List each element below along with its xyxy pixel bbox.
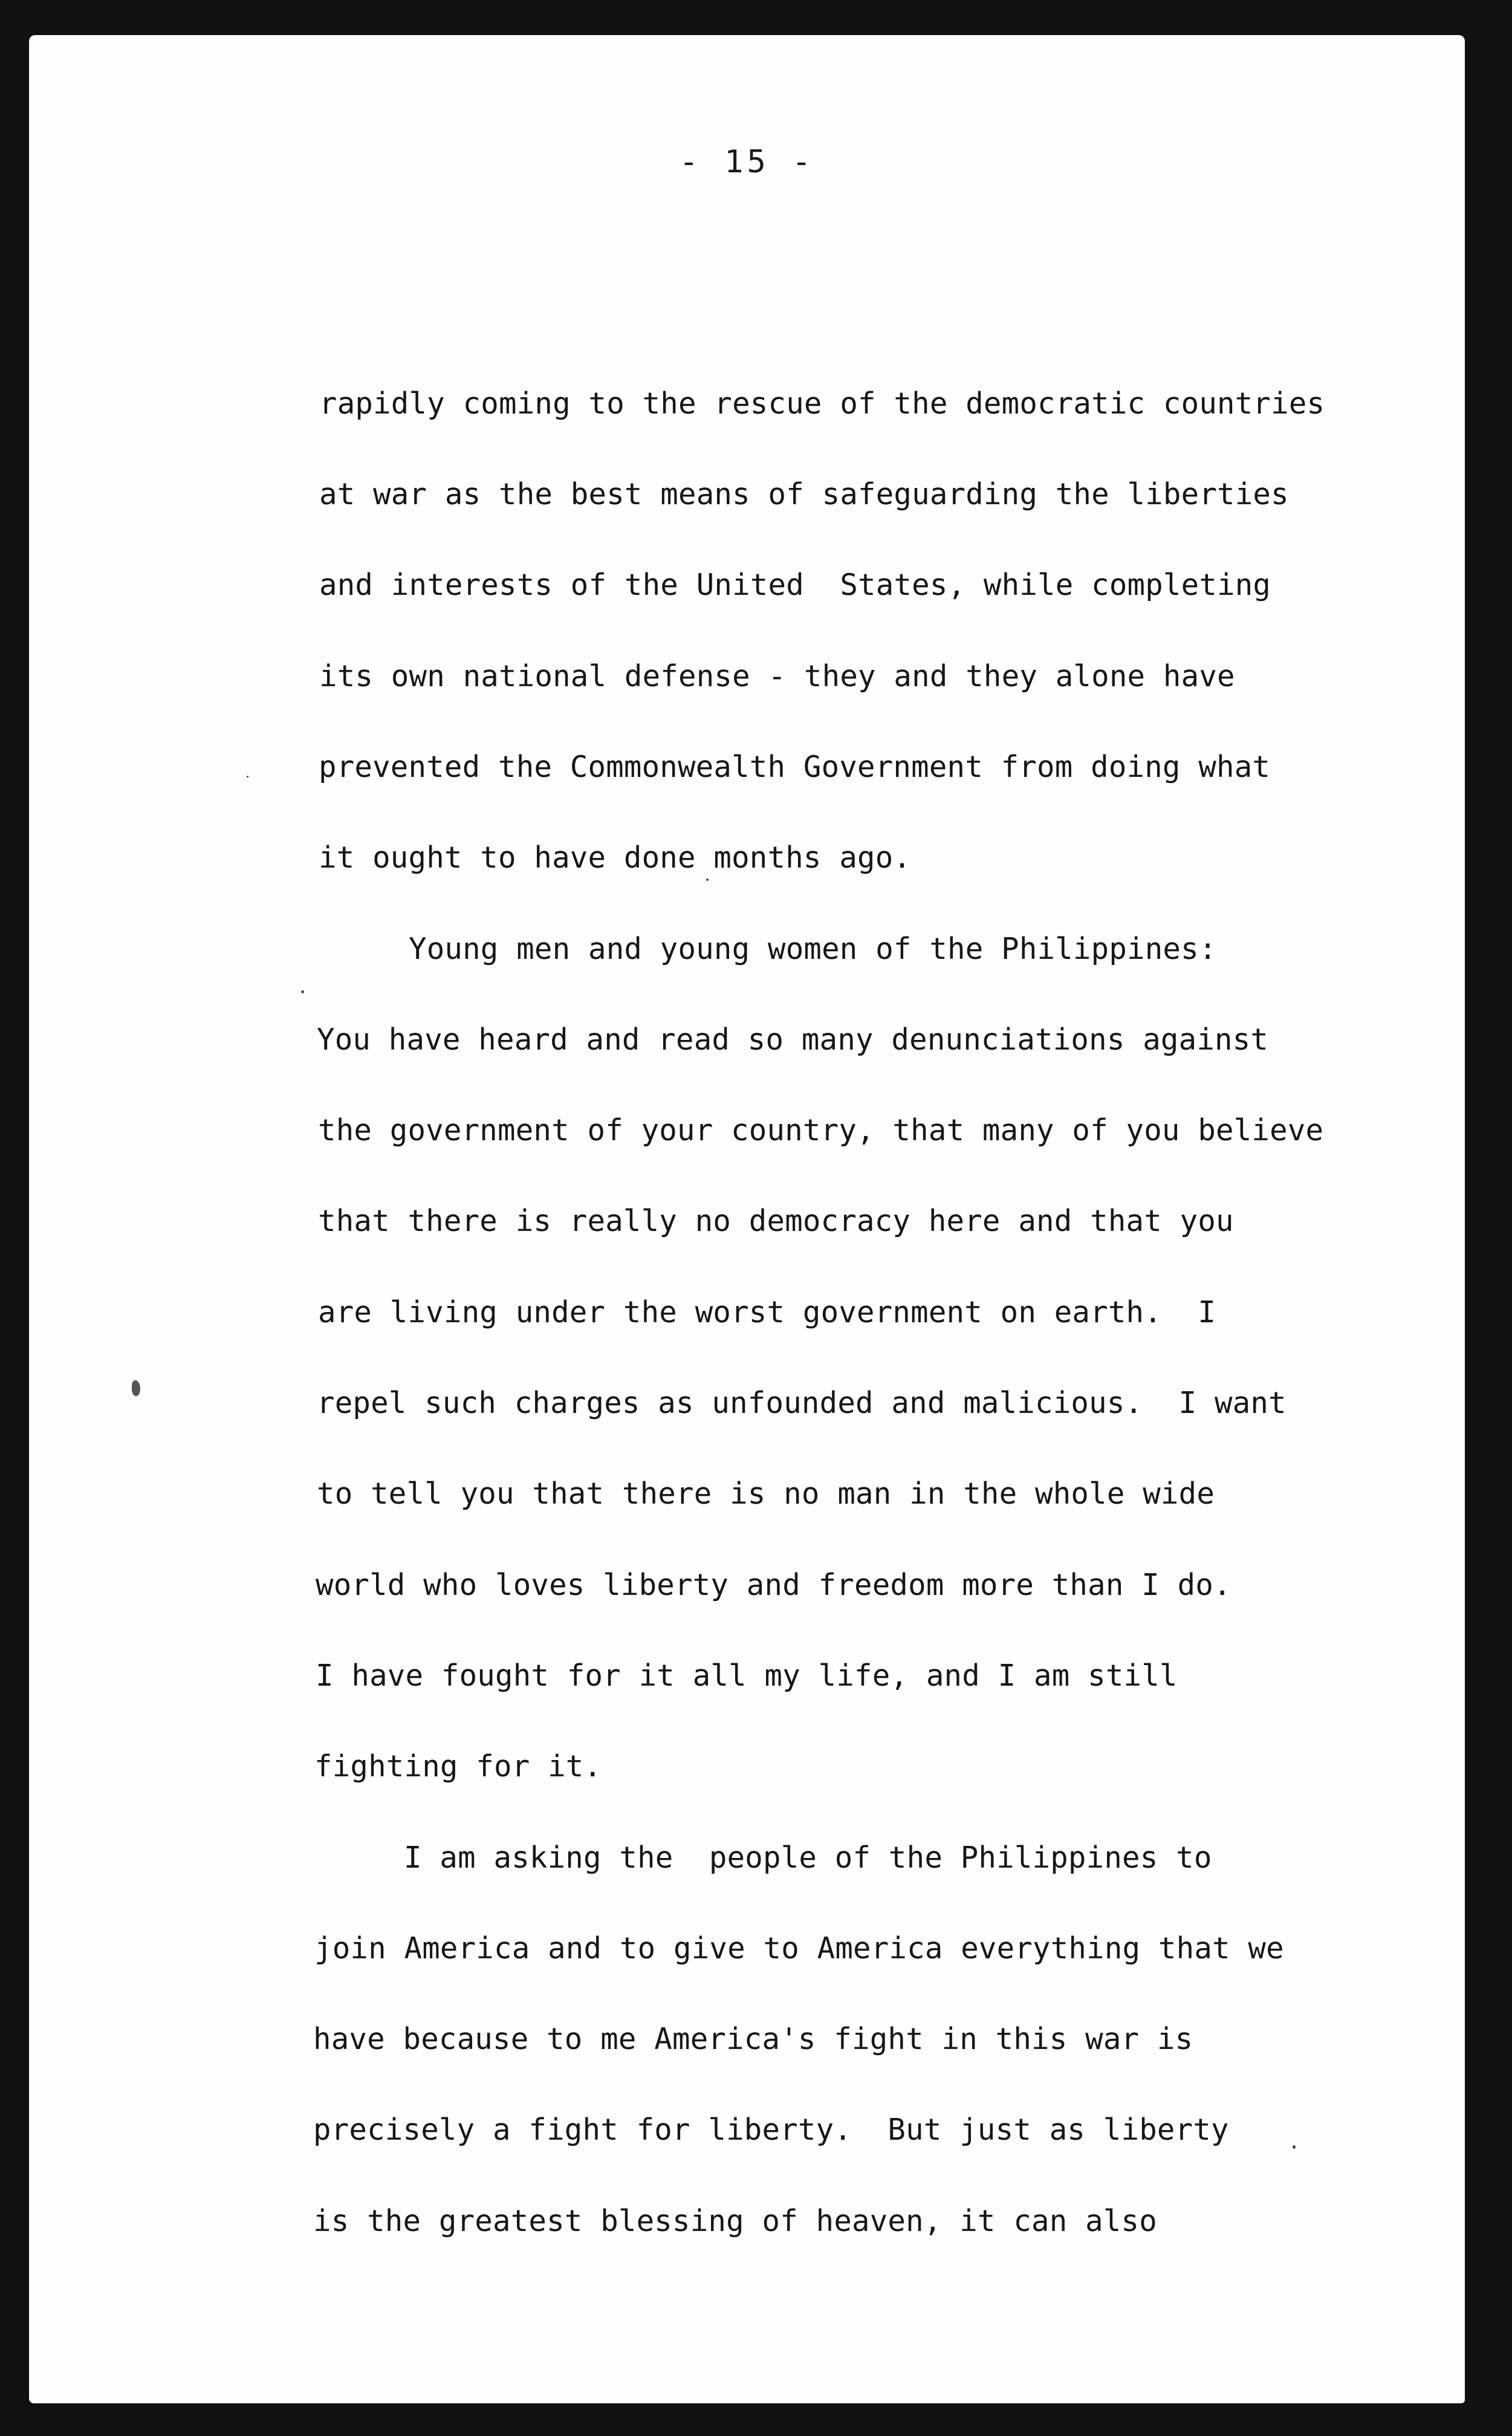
text-line: to tell you that there is no man in the whole wide	[317, 1476, 1215, 1511]
text-line: rapidly coming to the rescue of the democratic countries	[319, 386, 1325, 421]
text-line: the government of your country, that many of you believe	[318, 1113, 1324, 1148]
text-line: I am asking the people of the Philippines to	[404, 1840, 1212, 1875]
body-text	[29, 35, 1465, 2403]
text-line: Young men and young women of the Philippines:	[409, 932, 1217, 966]
text-line: is the greatest blessing of heaven, it can also	[313, 2204, 1157, 2238]
text-line: its own national defense - they and they alone have	[319, 659, 1235, 693]
text-line: fighting for it.	[314, 1749, 602, 1784]
text-line: that there is really no democracy here and that you	[318, 1204, 1234, 1238]
text-line: have because to me America's fight in this war is	[313, 2022, 1193, 2056]
text-line: You have heard and read so many denunciations against	[317, 1022, 1269, 1057]
text-line: prevented the Commonwealth Government from doing what	[319, 750, 1271, 784]
text-line: and interests of the United States, while completing	[319, 568, 1271, 602]
paper-speck	[247, 776, 248, 778]
page-number: - 15 -	[679, 144, 815, 180]
text-line: at war as the best means of safeguarding the liberties	[319, 477, 1289, 512]
paper-speck	[1293, 2145, 1296, 2149]
text-line: I have fought for it all my life, and I am still	[316, 1658, 1178, 1693]
text-line: it ought to have done months ago.	[319, 840, 912, 875]
text-line: world who loves liberty and freedom more than I do.	[316, 1568, 1231, 1602]
text-line: repel such charges as unfounded and malicious. I want	[317, 1386, 1286, 1420]
paper-speck	[706, 879, 709, 881]
text-line: precisely a fight for liberty. But just as liberty	[313, 2113, 1229, 2147]
paper-speck	[301, 990, 304, 993]
document-page	[29, 35, 1465, 2403]
paper-mark	[132, 1380, 140, 1396]
text-line: are living under the worst government on earth. I	[318, 1295, 1216, 1330]
text-line: join America and to give to America everything that we	[314, 1931, 1284, 1966]
